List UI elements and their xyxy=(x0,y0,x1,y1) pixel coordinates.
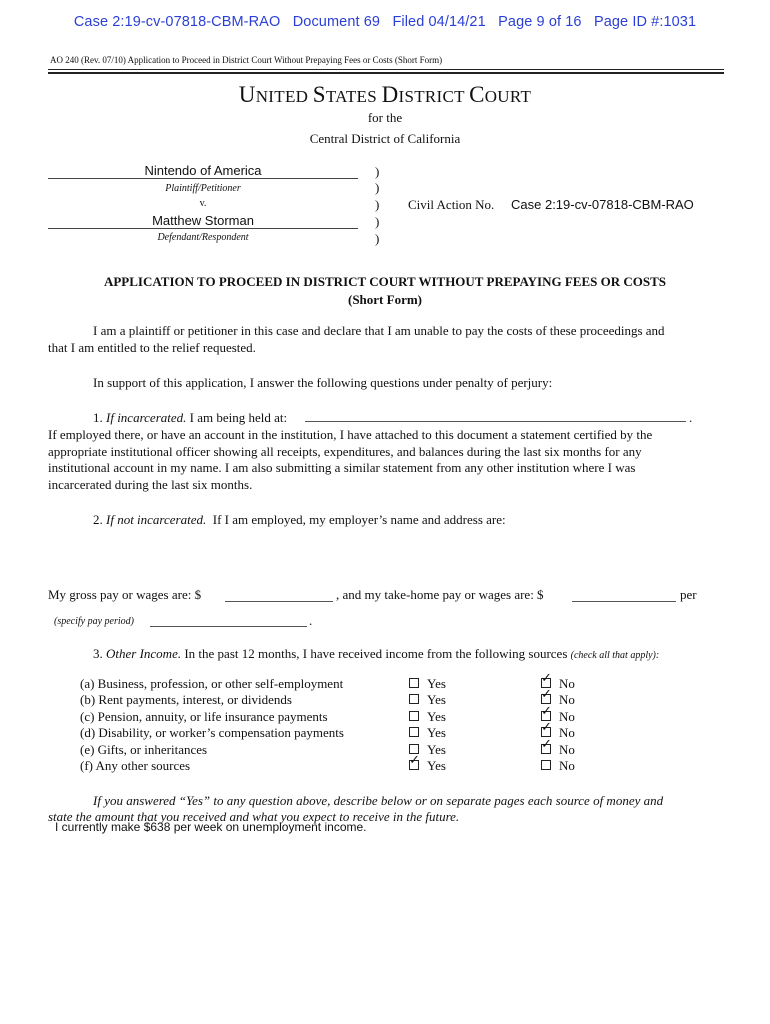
pay-period-field[interactable] xyxy=(150,626,307,627)
form-identifier: AO 240 (Rev. 07/10) Application to Proceed in District Court Without Prepaying Fees or Costs (Short Form) xyxy=(50,55,443,65)
income-row-label: (b) Rent payments, interest, or dividends xyxy=(80,692,292,708)
civil-action-label: Civil Action No. xyxy=(408,197,495,212)
income-row-label: (c) Pension, annuity, or life insurance payments xyxy=(80,708,328,724)
q1-period: . xyxy=(689,410,693,425)
intro-line: I am a plaintiff or petitioner in this case and declare that I am unable to pay the costs of these proceedings and xyxy=(93,323,665,338)
yes-label: Yes xyxy=(427,741,446,757)
checkbox-icon xyxy=(541,744,551,754)
yes-label: Yes xyxy=(427,725,446,741)
yes-label: Yes xyxy=(427,676,446,691)
pay-period-label: (specify pay period) xyxy=(54,616,134,627)
caption-paren: ) xyxy=(375,214,380,229)
no-label: No xyxy=(559,725,575,741)
no-label: No xyxy=(559,741,575,757)
income-no-checkbox[interactable] xyxy=(541,742,575,758)
gross-pay-label: My gross pay or wages are: $ xyxy=(48,587,202,602)
take-home-pay-field[interactable] xyxy=(572,601,676,602)
checkbox-icon xyxy=(409,727,419,737)
caption-paren: ) xyxy=(375,197,380,212)
application-subtitle: (Short Form) xyxy=(347,292,422,307)
take-home-label: , and my take-home pay or wages are: $ xyxy=(336,587,544,602)
pay-period-period: . xyxy=(309,613,313,628)
defendant-role: Defendant/Respondent xyxy=(157,232,249,243)
district-name: Central District of California xyxy=(309,131,461,146)
yes-label: Yes xyxy=(427,708,446,724)
support-statement: In support of this application, I answer the following questions under penalty of perjury: xyxy=(93,375,553,390)
income-description-answer[interactable]: I currently make $638 per week on unemployment income. xyxy=(55,820,367,834)
gross-pay-field[interactable] xyxy=(225,601,333,602)
plaintiff-role: Plaintiff/Petitioner xyxy=(165,183,241,194)
incarceration-location-field[interactable] xyxy=(305,421,686,422)
income-row-label: (a) Business, profession, or other self-employment xyxy=(80,676,344,691)
intro-line: that I am entitled to the relief requested. xyxy=(48,340,256,355)
question-1-line: incarcerated during the last six months. xyxy=(48,477,253,492)
per-label: per xyxy=(680,587,697,602)
case-stamp: Case 2:19-cv-07818-CBM-RAO Document 69 Filed 04/14/21 Page 9 of 16 Page ID #:1031 xyxy=(73,14,697,30)
defendant-line xyxy=(48,228,358,229)
checkbox-icon xyxy=(409,694,419,704)
yes-label: Yes xyxy=(427,758,446,773)
defendant-name: Matthew Storman xyxy=(152,213,254,228)
caption-paren: ) xyxy=(375,231,380,246)
checkbox-icon xyxy=(409,711,419,721)
no-label: No xyxy=(559,692,575,708)
income-row-label: (d) Disability, or worker’s compensation payments xyxy=(80,725,344,741)
header-rule-top xyxy=(48,69,724,70)
yes-label: Yes xyxy=(427,692,446,708)
court-title: UNITED STATES DISTRICT COURT xyxy=(238,82,532,107)
question-1-line: institutional account in my name. I am also submitting a similar statement from any other institution where I was xyxy=(48,460,636,475)
checkbox-icon xyxy=(409,678,419,688)
follow-up-line: If you answered “Yes” to any question above, describe below or on separate pages each source of money and xyxy=(93,793,664,808)
plaintiff-line xyxy=(48,178,358,179)
checkbox-icon xyxy=(541,760,551,770)
question-2-heading: 2. If not incarcerated. If I am employed, my employer’s name and address are: xyxy=(93,512,506,527)
income-yes-checkbox[interactable] xyxy=(409,758,446,774)
for-the-text: for the xyxy=(367,110,403,125)
income-yes-checkbox[interactable] xyxy=(409,725,446,741)
question-3-heading: 3. Other Income. In the past 12 months, I have received income from the following sources (check all that apply): xyxy=(93,646,660,661)
no-label: No xyxy=(559,676,575,691)
caption-paren: ) xyxy=(375,180,380,195)
header-rule-bottom xyxy=(48,72,724,74)
income-yes-checkbox[interactable] xyxy=(409,692,446,708)
follow-up-line: state the amount that you received and what you expect to receive in the future. xyxy=(48,809,460,824)
versus-text: v. xyxy=(199,198,207,209)
income-no-checkbox[interactable] xyxy=(541,758,575,774)
caption-paren: ) xyxy=(375,164,380,179)
question-1-line: If employed there, or have an account in the institution, I have attached to this document a statement certified by the xyxy=(48,427,653,442)
question-1-heading: 1. If incarcerated. I am being held at: xyxy=(93,410,288,425)
checkbox-icon xyxy=(409,760,419,770)
no-label: No xyxy=(559,758,575,773)
civil-action-number: Case 2:19-cv-07818-CBM-RAO xyxy=(511,197,694,212)
question-1-line: appropriate institutional officer showing all receipts, expenditures, and balances during the last six months for any xyxy=(48,444,642,459)
no-label: No xyxy=(559,708,575,724)
income-row-label: (f) Any other sources xyxy=(80,758,191,773)
income-row-label: (e) Gifts, or inheritances xyxy=(80,741,208,757)
income-yes-checkbox[interactable] xyxy=(409,709,446,725)
plaintiff-name: Nintendo of America xyxy=(144,163,262,178)
income-yes-checkbox[interactable] xyxy=(409,676,446,692)
application-title: APPLICATION TO PROCEED IN DISTRICT COURT WITHOUT PREPAYING FEES OR COSTS xyxy=(103,274,667,289)
